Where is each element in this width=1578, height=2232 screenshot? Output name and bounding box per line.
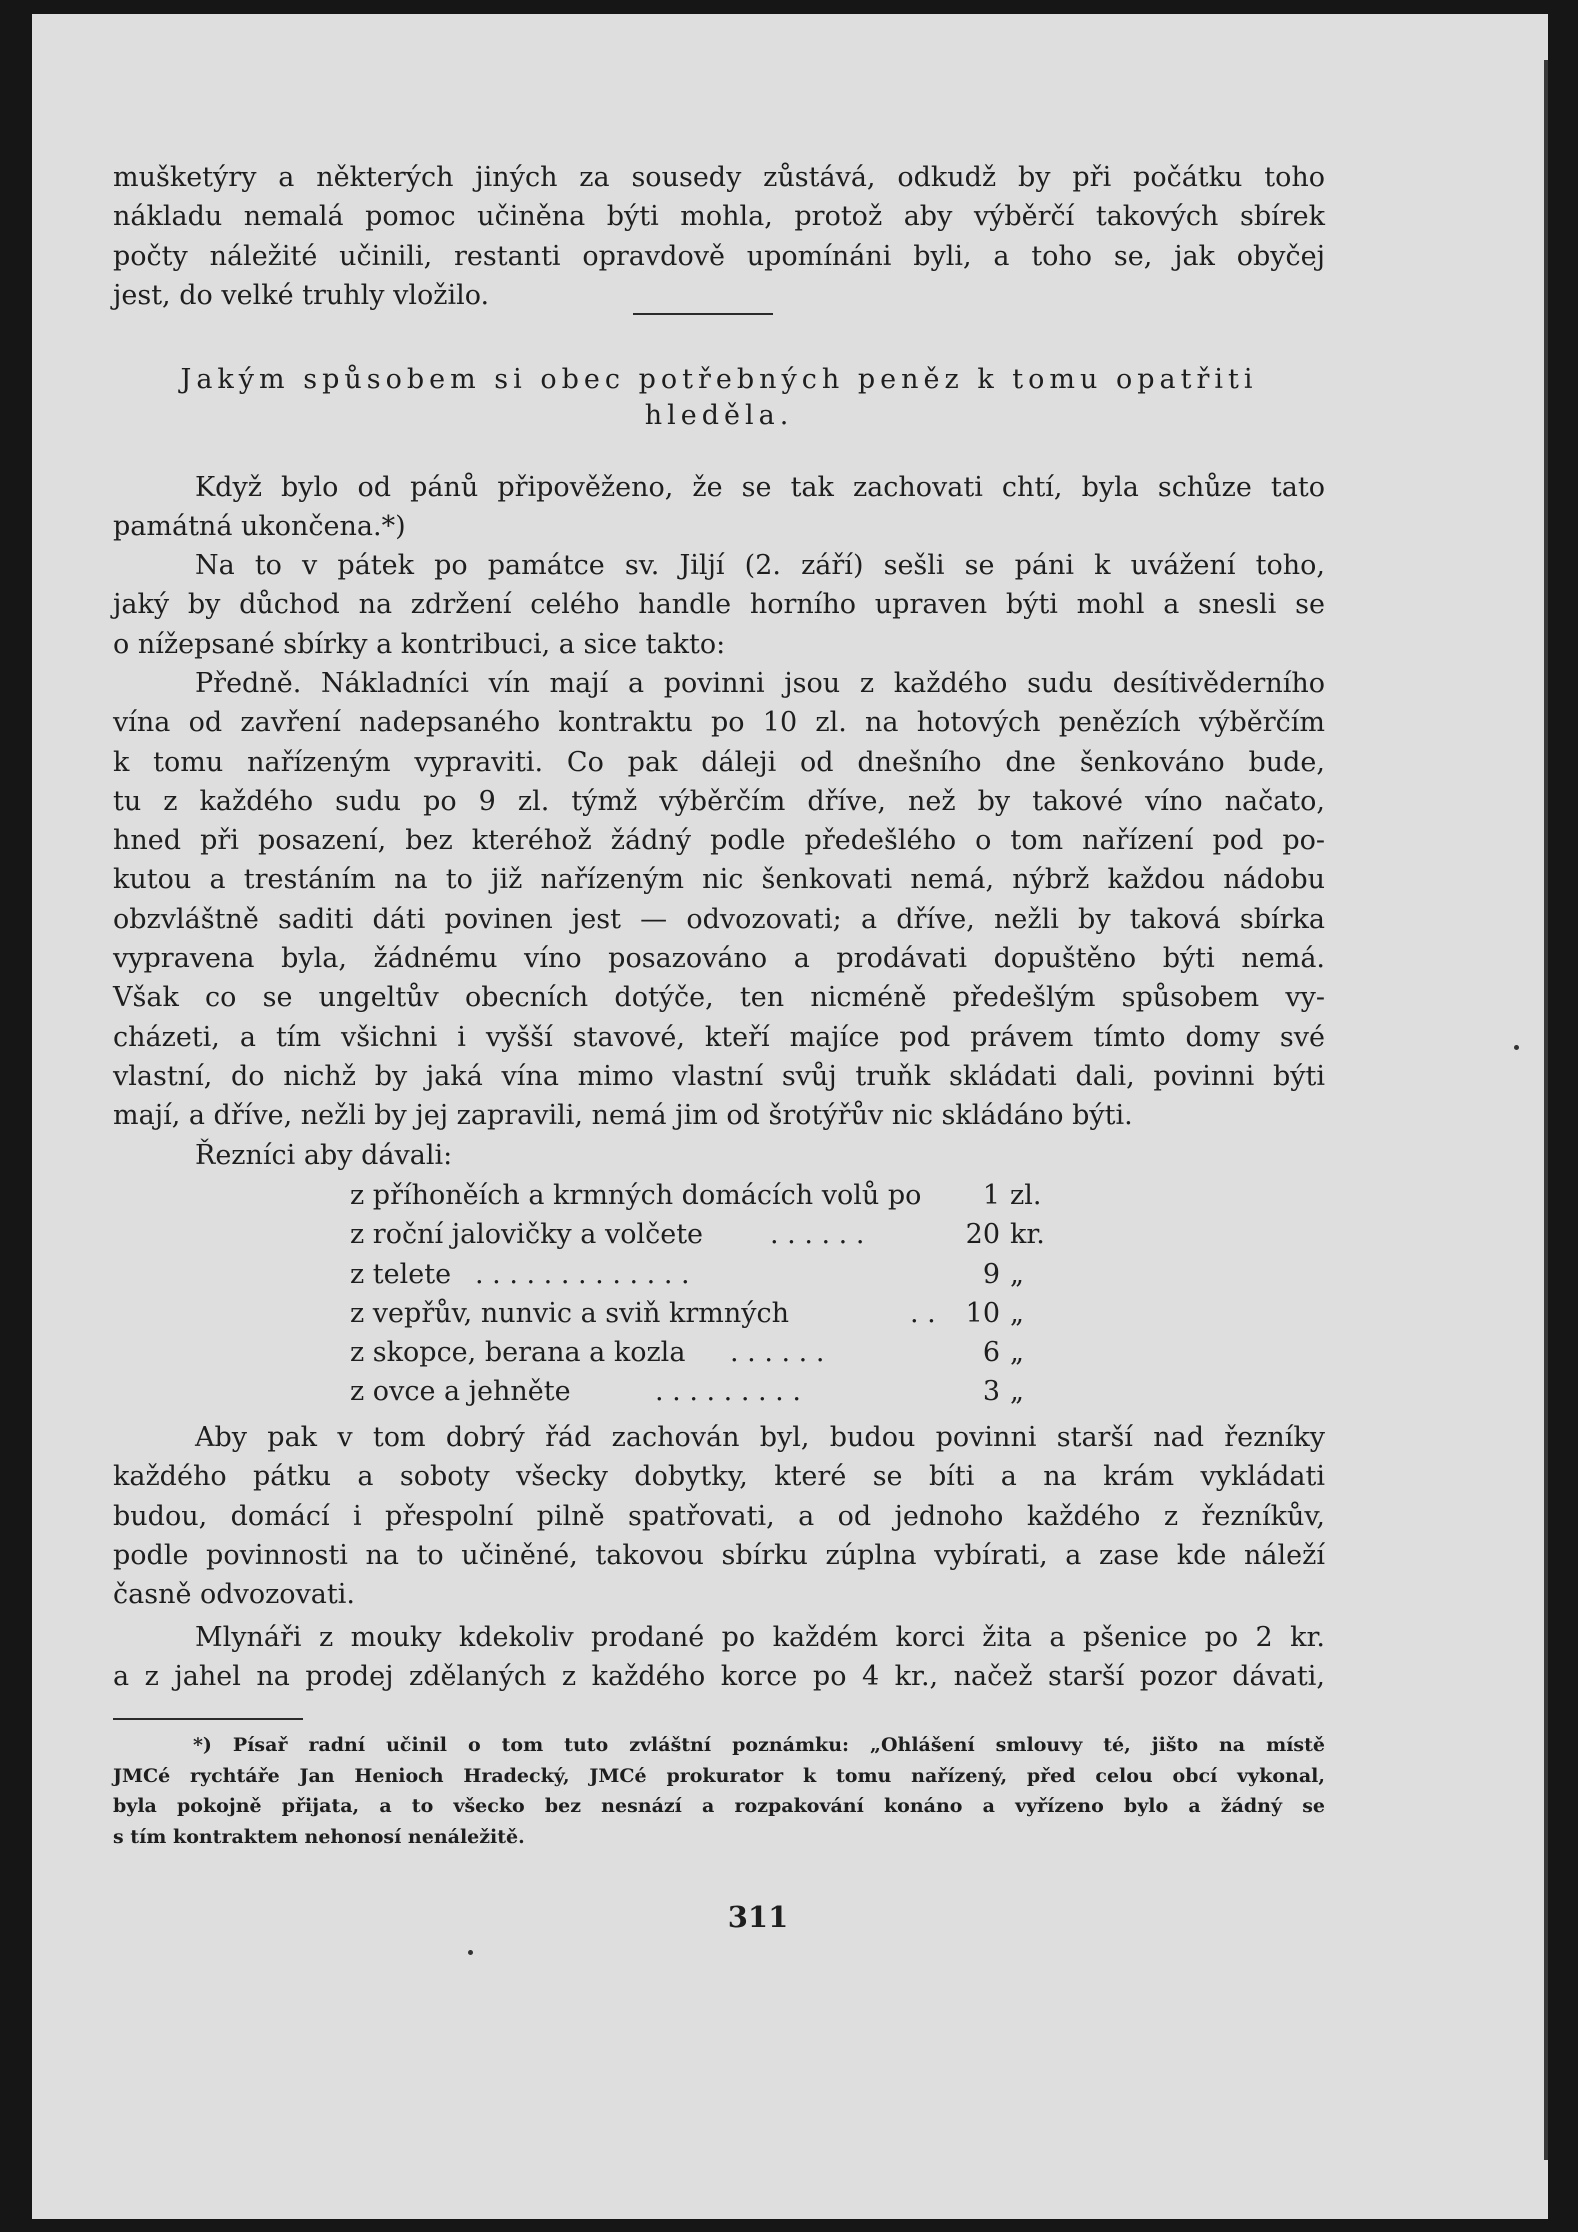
- row-amount: 9: [982, 1258, 1000, 1290]
- text-line: kutou a trestáním na to již nařízeným nic šenkovati nemá, nýbrž každou nádobu: [113, 864, 1325, 896]
- top-paragraph: [113, 158, 1325, 315]
- heading-line-2: hleděla.: [644, 400, 794, 431]
- row-unit: „: [1010, 1297, 1024, 1329]
- text-line: Na to v pátek po památce sv. Jiljí (2. září) sešli se páni k uvážení toho,: [195, 550, 1325, 581]
- print-speck: [468, 1950, 473, 1955]
- row-unit: „: [1010, 1337, 1024, 1369]
- row-unit: zl.: [1010, 1180, 1042, 1211]
- text-line: Předně. Nákladníci vín mají a povinni jsou z každého sudu desítivěderního: [195, 668, 1325, 699]
- table-row: [350, 1176, 1070, 1215]
- heading-line-1: Jakým spůsobem si obec potřebných peněz k tomu opatřiti: [180, 364, 1258, 395]
- text-line: obzvláštně saditi dáti povinen jest — odvozovati; a dříve, nežli by taková sbírka: [113, 903, 1325, 935]
- table-row: [350, 1333, 1070, 1372]
- row-unit: „: [1010, 1376, 1024, 1408]
- row-dots: . . . . . .: [770, 1219, 865, 1251]
- row-item: z vepřův, nunvic a sviň krmných: [350, 1297, 790, 1329]
- row-amount: 10: [965, 1297, 1000, 1329]
- text-line: tu z každého sudu po 9 zl. týmž výběrčím dříve, než by takové víno načato,: [113, 785, 1325, 817]
- table-row: [350, 1255, 1070, 1294]
- text-line: jest, do velké truhly vložilo.: [113, 279, 490, 311]
- text-line: budou, domácí i přespolní pilně spatřovati, a od jednoho každého z řezníkův,: [113, 1500, 1325, 1532]
- butchers-fee-table: [350, 1176, 1070, 1412]
- row-amount: 3: [982, 1376, 1000, 1408]
- table-row: [350, 1372, 1070, 1411]
- footnote-line: JMCé rychtáře Jan Henioch Hradecký, JMCé prokurator k tomu nařízený, před celou obcí vykonal,: [113, 1764, 1325, 1787]
- row-unit: kr.: [1010, 1219, 1045, 1251]
- table-row: [350, 1294, 1070, 1333]
- row-item: z skopce, berana a kozla: [350, 1337, 686, 1369]
- row-dots: . . . . . . . . . . . . .: [475, 1258, 690, 1290]
- paragraph-4: [113, 1418, 1325, 1614]
- text-line: časně odvozovati.: [113, 1579, 355, 1611]
- footnote-separator: [113, 1718, 303, 1720]
- text-line: vypravena byla, žádnému víno posazováno a prodávati dopuštěno býti nemá.: [113, 943, 1325, 975]
- text-line: Mlynáři z mouky kdekoliv prodané po každém korci žita a pšenice po 2 kr.: [195, 1622, 1325, 1653]
- print-speck: [1514, 1045, 1519, 1050]
- text-line: Však co se ungeltův obecních dotýče, ten nicméně předešlým spůsobem vy-: [113, 982, 1325, 1014]
- page-edge-shadow: [1544, 60, 1548, 2160]
- row-item: z příhoněích a krmných domácích volů po: [350, 1180, 922, 1211]
- row-item: z roční jalovičky a volčete: [350, 1219, 704, 1251]
- table-row: [350, 1215, 1070, 1254]
- text-line: podle povinnosti na to učiněné, takovou sbírku zúplna vybírati, a zase kde náleží: [113, 1539, 1325, 1571]
- paragraph-2: [113, 546, 1325, 664]
- text-line: hned při posazení, bez kteréhož žádný podle předešlého o tom nařízení pod po-: [113, 825, 1325, 857]
- page-number: 311: [727, 1900, 789, 1934]
- text-line: památná ukončena.*): [113, 511, 406, 543]
- section-separator: [633, 313, 773, 315]
- text-line: k tomu nařízeným vypraviti. Co pak dáleji od dnešního dne šenkováno bude,: [113, 746, 1325, 778]
- section-heading: [113, 362, 1325, 434]
- text-line: nákladu nemalá pomoc učiněna býti mohla, protož aby výběrčí takových sbírek: [113, 201, 1325, 233]
- row-amount: 20: [965, 1219, 1000, 1251]
- row-amount: 1: [982, 1180, 1000, 1211]
- text-line: počty náležité učinili, restanti opravdově upomínáni byli, a toho se, jak obyčej: [113, 240, 1325, 272]
- paragraph-5: [113, 1618, 1325, 1697]
- text-line: a z jahel na prodej zdělaných z každého korce po 4 kr., načež starší pozor dávati,: [113, 1661, 1325, 1693]
- text-line: vlastní, do nichž by jaká vína mimo vlastní svůj truňk skládati dali, povinni býti: [113, 1060, 1325, 1092]
- row-dots: . . . . . .: [730, 1337, 825, 1369]
- footnote-line: byla pokojně přijata, a to všecko bez nesnází a rozpakování konáno a vyřízeno bylo a žádný se: [113, 1795, 1325, 1817]
- paragraph-3: [113, 664, 1325, 1136]
- text-line: Aby pak v tom dobrý řád zachován byl, budou povinni starší nad řezníky: [195, 1422, 1325, 1453]
- row-item: z ovce a jehněte: [350, 1376, 571, 1408]
- row-dots: . .: [910, 1297, 936, 1329]
- text-line: Když bylo od pánů připověženo, že se tak zachovati chtí, byla schůze tato: [195, 472, 1325, 503]
- footnote-line: *) Písař radní učinil o tom tuto zvláštní poznámku: „Ohlášení smlouvy té, jišto na místě: [193, 1734, 1325, 1756]
- butchers-intro: Řezníci aby dávali:: [195, 1140, 453, 1171]
- row-unit: „: [1010, 1258, 1024, 1290]
- row-item: z telete: [350, 1258, 452, 1290]
- row-dots: . . . . . . . . .: [655, 1376, 801, 1408]
- paragraph-1: [113, 468, 1325, 547]
- text-line: cházeti, a tím všichni i vyšší stavové, kteří majíce pod právem tímto domy své: [113, 1021, 1325, 1053]
- footnote: [113, 1730, 1325, 1852]
- text-line: vína od zavření nadepsaného kontraktu po 10 zl. na hotových penězích výběrčím: [113, 707, 1325, 739]
- row-amount: 6: [982, 1337, 1000, 1369]
- text-line: mají, a dříve, nežli by jej zapravili, nemá jim od šrotýřův nic skládáno býti.: [113, 1100, 1133, 1132]
- text-line: jaký by důchod na zdržení celého handle horního upraven býti mohl a snesli se: [113, 589, 1325, 621]
- footnote-line: s tím kontraktem nehonosí nenáležitě.: [113, 1825, 525, 1848]
- text-line: o nížepsané sbírky a kontribuci, a sice takto:: [113, 628, 726, 660]
- text-line: mušketýry a některých jiných za sousedy zůstává, odkudž by při počátku toho: [113, 162, 1325, 193]
- text-line: každého pátku a soboty všecky dobytky, které se bíti a na krám vykládati: [113, 1461, 1325, 1493]
